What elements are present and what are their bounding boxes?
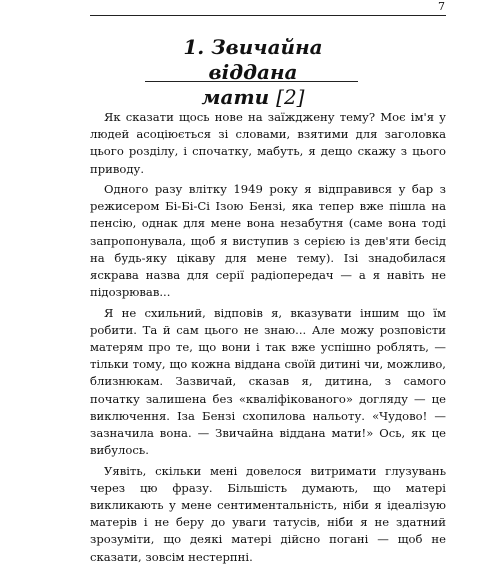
body-text [90,109,446,569]
paragraph-2: Одного разу влітку 1949 року я відправився у бар з режисером Бі-Бі-Сі Ізою Бензі, яка тепер вже пішла на пенсію, однак для мене вона незабутня (саме вона тоді запропонувала, щоб я виступив з серією із дев'яти бесід на будь-яку цікаву для мене тему). Ізі знадобилася яскрава назва для серії радіопередач — а я навіть не підозрював... [90,182,446,300]
paragraph-4: Уявіть, скільки мені довелося витримати глузувань через цю фразу. Більшість думають, що матері викликають у мене сентиментальність, ніби я ідеалізую матерів і не беру до уваги татусів, ніби я не здатний зрозуміти, що деякі матері дійсно погані — щоб не сказати, зовсім нестерпні. [90,463,446,564]
header-rule [90,15,446,16]
paragraph-3: Я не схильний, відповів я, вказувати іншим що їм робити. Та й сам цього не знаю... Але можу розповісти матерям про те, що вони і так вже успішно роблять, — тільки тому, що кожна віддана своїй дитині чи, можливо, близнюкам. Зазвичай, сказав я, дитина, з самого початку залишена без «кваліфікованого» догляду — це виключення. Іза Бензі схопилова нальоту. «Чудово! — зазначила вона. — Звичайна віддана мати!» Ось, як це вибулось. [90,305,446,458]
chapter-title-line1: 1. Звичайна віддана [183,35,323,84]
title-underline [145,81,358,82]
footnote-reference[interactable]: [2] [276,85,305,109]
chapter-title-line2-text: мати [201,85,270,109]
page-number: 7 [438,0,445,13]
chapter-title-line2 [140,85,366,110]
chapter-title [140,35,366,110]
paragraph-1: Як сказати щось нове на заїжджену тему? Моє ім'я у людей асоціюється зі словами, взятими для заголовка цього розділу, і спочатку, мабуть, я дещо скажу з цього приводу. [90,110,446,176]
